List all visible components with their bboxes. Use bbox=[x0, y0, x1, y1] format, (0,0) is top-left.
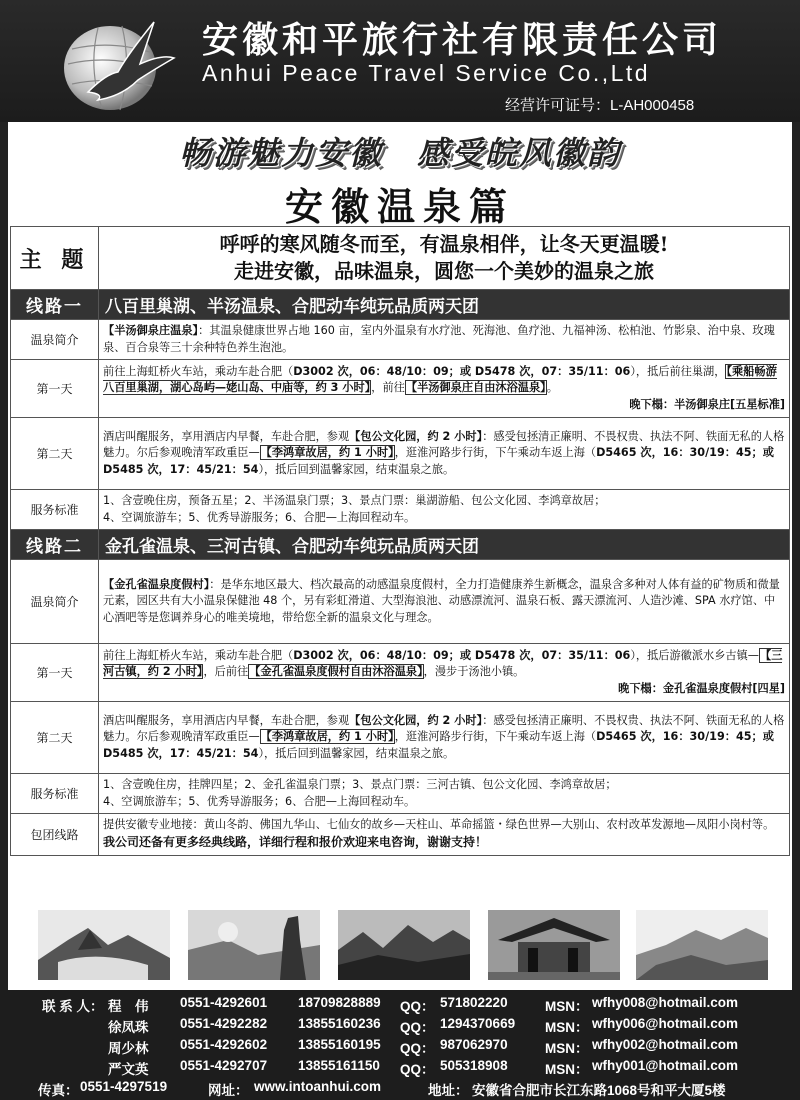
contact-qq: 505318908 bbox=[440, 1058, 508, 1073]
contact-phone: 0551-4292601 bbox=[180, 995, 268, 1010]
route-2-day2 bbox=[99, 702, 790, 774]
route-1-label: 线路一 bbox=[11, 290, 99, 320]
route-1-day1-row bbox=[11, 360, 790, 418]
photo-ancient-pavilion bbox=[488, 910, 620, 980]
route-1-service-row bbox=[11, 490, 790, 530]
contact-mobile: 13855160236 bbox=[298, 1016, 381, 1031]
route-2-label: 线路二 bbox=[11, 530, 99, 560]
route-2-intro bbox=[99, 560, 790, 644]
group-tour-text: 提供安徽专业地接：黄山冬韵、佛国九华山、七仙女的故乡—天柱山、革命摇篮・绿色世界—大别山、农村改革发源地—凤阳小岗村等。 bbox=[103, 818, 769, 832]
route-2-day1-text-c: ），抵后游徽派水乡古镇— bbox=[630, 648, 759, 662]
route-1-day2-text-a: 酒店叫醒服务，享用酒店内早餐，车赴合肥，参观 bbox=[103, 429, 350, 443]
fax-number: 0551-4297519 bbox=[80, 1079, 168, 1094]
contact-row-4 bbox=[0, 1058, 800, 1078]
route-2-day2-train: D5465 次，16：30/19：45；或 D5485 次，17：45/21：54 bbox=[103, 730, 774, 760]
route-1-service-label: 服务标准 bbox=[11, 490, 99, 530]
website-label: 网址： bbox=[208, 1083, 249, 1098]
contact-msn: wfhy008@hotmail.com bbox=[592, 995, 738, 1010]
route-2-day2-park: 【包公文化园，约 2 小时】 bbox=[349, 713, 483, 727]
dove-globe-logo-icon bbox=[58, 14, 178, 114]
footer-info-row bbox=[0, 1079, 800, 1099]
route-1-day2-row bbox=[11, 418, 790, 490]
contact-qq: 1294370669 bbox=[440, 1016, 516, 1031]
route-2-day1-spring: 【金孔雀温泉度假村自由沐浴温泉】 bbox=[249, 665, 423, 679]
route-1-day1-stay: 晚下榻：半汤御泉庄[五星标准] bbox=[629, 397, 785, 411]
contact-mobile: 13855161150 bbox=[298, 1058, 380, 1073]
theme-text bbox=[99, 227, 790, 290]
contact-qq-label: QQ： bbox=[400, 999, 435, 1014]
contact-row-1 bbox=[0, 995, 800, 1015]
group-tour bbox=[99, 814, 790, 856]
footer bbox=[0, 990, 800, 1100]
theme-line-1: 呼呼的寒风随冬而至，有温泉相伴，让冬天更温暖! bbox=[219, 232, 669, 256]
photo-rock-peak bbox=[188, 910, 320, 980]
route-1-day2-residence: 【李鸿章故居，约 1 小时】 bbox=[260, 446, 394, 460]
route-1-day2-text-e: ，逛淮河路步行街，下午乘动车返上海（ bbox=[394, 446, 597, 460]
contact-qq-label: QQ： bbox=[400, 1041, 435, 1056]
route-1-day1-spring: 【半汤御泉庄自由沐浴温泉】 bbox=[405, 381, 546, 395]
route-2-header bbox=[11, 530, 790, 560]
company-name-en: Anhui Peace Travel Service Co.,Ltd bbox=[202, 60, 651, 86]
route-2-service-row bbox=[11, 774, 790, 814]
route-1-intro-text: ：其温泉健康世界占地 160 亩，室内外温泉有水疗池、死海池、鱼疗池、九福神汤、松柏池、竹影泉、治中泉、玫瑰泉、百合泉等三十余种特色养生泡池。 bbox=[103, 323, 775, 354]
route-1-intro-bold: 【半汤御泉庄温泉】 bbox=[103, 323, 199, 337]
contact-qq-label: QQ： bbox=[400, 1062, 435, 1077]
photo-strip bbox=[38, 910, 768, 982]
route-1-service-line-2: 4、空调旅游车；5、优秀导游服务；6、合肥—上海回程动车。 bbox=[103, 510, 416, 524]
route-1-day1-highlight: 【乘船畅游八百里巢湖，湖心岛屿—姥山岛、中庙等，约 3 小时】 bbox=[103, 364, 777, 395]
theme-row bbox=[11, 227, 790, 290]
route-1-day2-label: 第二天 bbox=[11, 418, 99, 490]
route-1-day1 bbox=[99, 360, 790, 418]
route-2-day2-text-c: ：感受包拯清正廉明、不畏权贵、执法不阿、铁面无私的人格魅力。尔后参观晚清军政重臣— bbox=[103, 713, 785, 744]
route-2-day2-row bbox=[11, 702, 790, 774]
route-2-day2-label: 第二天 bbox=[11, 702, 99, 774]
route-1-day2 bbox=[99, 418, 790, 490]
company-name-cn: 安徽和平旅行社有限责任公司 bbox=[202, 20, 723, 61]
route-2-intro-row bbox=[11, 560, 790, 644]
photo-mountain-ridge bbox=[636, 910, 768, 980]
route-1-name: 八百里巢湖、半汤温泉、合肥动车纯玩品质两天团 bbox=[99, 290, 790, 320]
route-2-day2-residence: 【李鸿章故居，约 1 小时】 bbox=[260, 730, 394, 744]
route-1-intro-row bbox=[11, 320, 790, 360]
route-2-day1-stay: 晚下榻：金孔雀温泉度假村[四星] bbox=[618, 681, 785, 695]
contacts-label: 联 系 人： bbox=[42, 999, 104, 1014]
theme-label: 主 题 bbox=[11, 227, 99, 290]
contact-phone: 0551-4292602 bbox=[180, 1037, 268, 1052]
contact-phone: 0551-4292707 bbox=[180, 1058, 268, 1073]
route-2-service-line-2: 4、空调旅游车；5、优秀导游服务；6、合肥—上海回程动车。 bbox=[103, 794, 416, 808]
photo-mountain-range bbox=[338, 910, 470, 980]
route-1-day1-text-a: 前往上海虹桥火车站，乘动车赴合肥（ bbox=[103, 364, 294, 378]
route-1-day1-train: D3002 次，06：48/10：09；或 D5478 次，07：35/11：06 bbox=[293, 364, 631, 378]
contact-mobile: 18709828889 bbox=[298, 995, 381, 1010]
route-2-day1-label: 第一天 bbox=[11, 644, 99, 702]
route-2-day1-text-g: ，漫步于汤池小镇。 bbox=[423, 665, 525, 679]
route-1-day1-text-c: ），抵后前往巢湖， bbox=[630, 364, 726, 378]
contact-msn-label: MSN： bbox=[545, 1020, 589, 1035]
route-2-day1-highlight: 【三河古镇，约 2 小时】 bbox=[103, 648, 783, 679]
route-2-day1-text-a: 前往上海虹桥火车站，乘动车赴合肥（ bbox=[103, 648, 294, 662]
route-1-day2-text-c: ：感受包拯清正廉明、不畏权贵、执法不阿、铁面无私的人格魅力。尔后参观晚清军政重臣— bbox=[103, 429, 785, 460]
route-1-day1-label: 第一天 bbox=[11, 360, 99, 418]
route-2-intro-text: ：是华东地区最大、档次最高的动感温泉度假村，全力打造健康养生新概念，温泉含多种对人体有益的矿物质和微量元素，园区共有大小温泉保健池 48 个，另有彩虹滑道、大型海浪池、动感漂流河、温泉石板、露天漂流河、人造沙滩、SPA 水疗馆、中心酒吧等是您调养身心的唯美境地，带给您全新的温泉文化与理念。 bbox=[103, 577, 780, 624]
route-2-intro-bold: 【金孔雀温泉度假村】 bbox=[103, 577, 210, 591]
contact-mobile: 13855160195 bbox=[298, 1037, 381, 1052]
group-tour-label: 包团线路 bbox=[11, 814, 99, 856]
group-tour-highlight: 我公司还备有更多经典线路，详细行程和报价欢迎来电咨询，谢谢支持！ bbox=[103, 835, 488, 849]
route-2-name: 金孔雀温泉、三河古镇、合肥动车纯玩品质两天团 bbox=[99, 530, 790, 560]
photo-mountain-clouds bbox=[38, 910, 170, 980]
address: 安徽省合肥市长江东路1068号和平大厦5楼 bbox=[472, 1083, 726, 1098]
contact-name: 周少林 bbox=[108, 1041, 149, 1056]
route-2-day2-text-g: ），抵后回到温馨家园，结束温泉之旅。 bbox=[258, 746, 455, 760]
itinerary-table bbox=[10, 226, 790, 856]
contact-name: 严文英 bbox=[108, 1062, 149, 1077]
contact-qq: 987062970 bbox=[440, 1037, 508, 1052]
route-1-service-line-1: 1、含壹晚住房，预备五星；2、半汤温泉门票；3、景点门票：巢湖游船、包公文化园、李鸿章故居； bbox=[103, 493, 606, 507]
theme-line-2: 走进安徽，品味温泉，圆您一个美妙的温泉之旅 bbox=[234, 259, 654, 283]
route-2-service bbox=[99, 774, 790, 814]
route-1-day2-park: 【包公文化园，约 2 小时】 bbox=[349, 429, 483, 443]
contact-name: 徐凤珠 bbox=[108, 1020, 149, 1035]
route-1-day1-text-e: ，前往 bbox=[371, 381, 405, 395]
route-2-day1-text-e: ，后前往 bbox=[203, 665, 249, 679]
contact-msn-label: MSN： bbox=[545, 1062, 589, 1077]
group-tour-row bbox=[11, 814, 790, 856]
contact-qq-label: QQ： bbox=[400, 1020, 435, 1035]
slogan: 畅游魅力安徽 感受皖风徽韵 bbox=[178, 134, 621, 172]
route-2-day1 bbox=[99, 644, 790, 702]
address-label: 地址： bbox=[428, 1083, 469, 1098]
route-1-intro bbox=[99, 320, 790, 360]
route-2-day2-text-e: ，逛淮河路步行街，下午乘动车返上海（ bbox=[394, 730, 597, 744]
route-2-day1-train: D3002 次，06：48/10：09；或 D5478 次，07：35/11：06 bbox=[293, 648, 631, 662]
contact-phone: 0551-4292282 bbox=[180, 1016, 268, 1031]
contact-row-2 bbox=[0, 1016, 800, 1036]
route-2-intro-label: 温泉简介 bbox=[11, 560, 99, 644]
route-1-header bbox=[11, 290, 790, 320]
route-2-day2-text-a: 酒店叫醒服务，享用酒店内早餐，车赴合肥，参观 bbox=[103, 713, 350, 727]
route-2-service-line-1: 1、含壹晚住房，挂牌四星；2、金孔雀温泉门票；3、景点门票：三河古镇、包公文化园、李鸿章故居； bbox=[103, 777, 617, 791]
contact-msn: wfhy001@hotmail.com bbox=[592, 1058, 738, 1073]
route-1-day2-text-g: ），抵后回到温馨家园，结束温泉之旅。 bbox=[258, 462, 455, 476]
contact-msn-label: MSN： bbox=[545, 1041, 589, 1056]
fax-label: 传真： bbox=[38, 1083, 79, 1098]
page-title: 安徽温泉篇 bbox=[284, 184, 515, 229]
contact-name: 程 伟 bbox=[108, 999, 149, 1014]
main-content bbox=[8, 122, 792, 990]
route-1-service bbox=[99, 490, 790, 530]
contact-msn: wfhy006@hotmail.com bbox=[592, 1016, 738, 1031]
website-link[interactable]: www.intoanhui.com bbox=[254, 1079, 381, 1094]
contact-row-3 bbox=[0, 1037, 800, 1057]
route-1-day1-text-g: 。 bbox=[546, 381, 558, 395]
route-2-service-label: 服务标准 bbox=[11, 774, 99, 814]
contact-msn: wfhy002@hotmail.com bbox=[592, 1037, 738, 1052]
route-1-day2-train: D5465 次，16：30/19：45；或 D5485 次，17：45/21：54 bbox=[103, 446, 774, 476]
contact-msn-label: MSN： bbox=[545, 999, 589, 1014]
route-2-day1-row bbox=[11, 644, 790, 702]
contact-qq: 571802220 bbox=[440, 995, 508, 1010]
license-number: 经营许可证号：L-AH000458 bbox=[505, 97, 695, 114]
route-1-intro-label: 温泉简介 bbox=[11, 320, 99, 360]
header bbox=[0, 0, 800, 122]
